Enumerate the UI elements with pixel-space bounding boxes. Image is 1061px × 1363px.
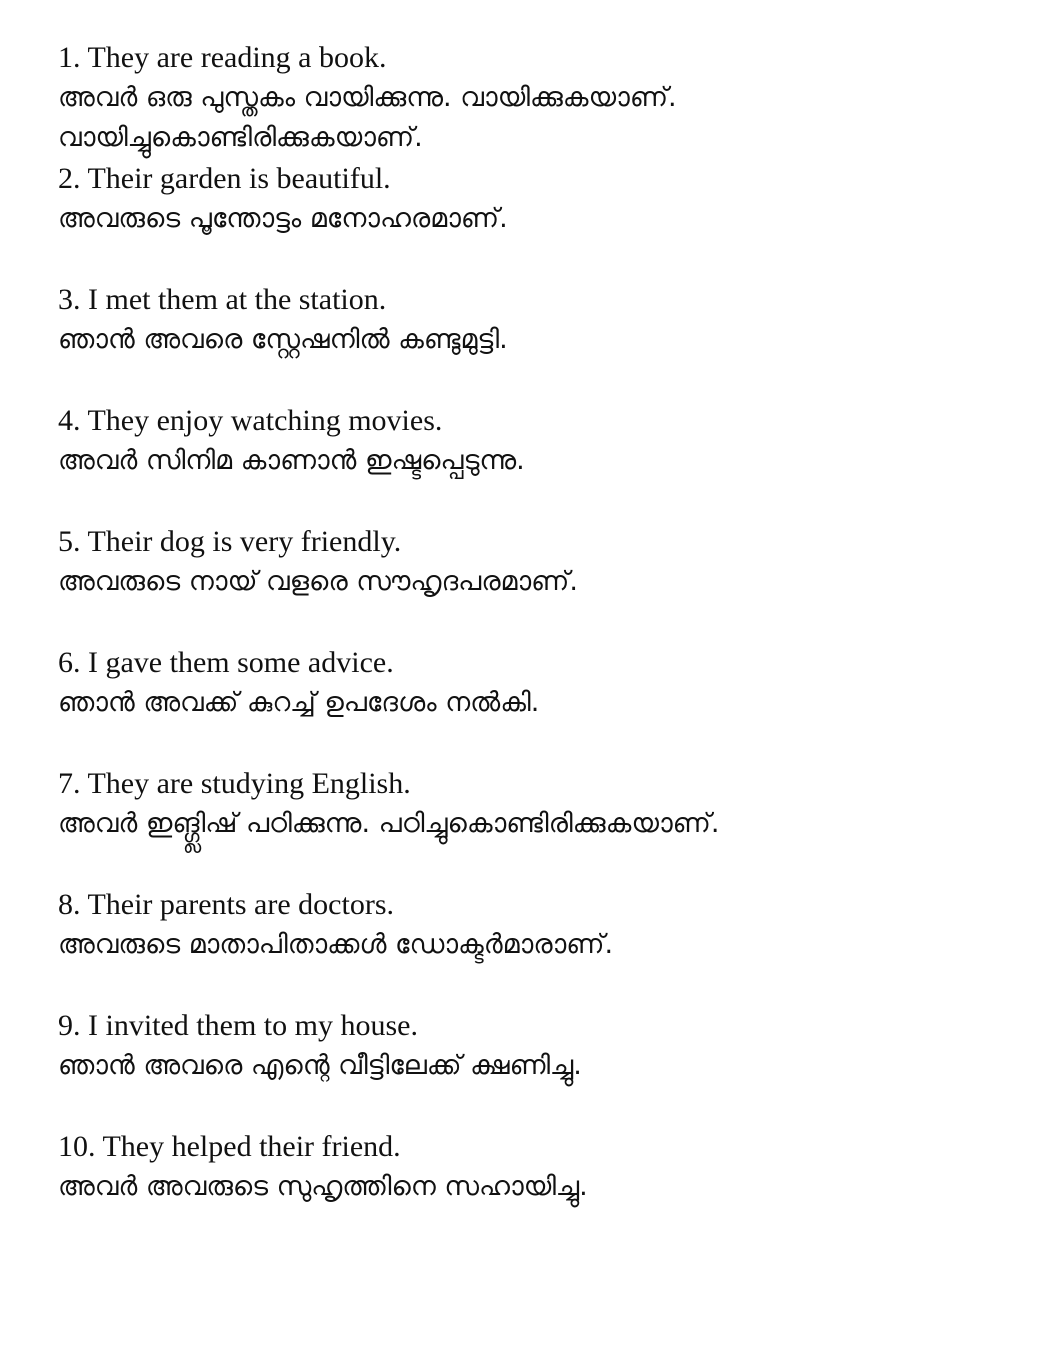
malayalam-translation: അവർ ഒരു പുസ്തകം വായിക്കുന്നു. വായിക്കുകയാണ്. (58, 82, 677, 113)
malayalam-translation-alt: വായിച്ചുകൊണ്ടിരിക്കുകയാണ്. (58, 122, 423, 153)
english-sentence: 6. I gave them some advice. (58, 646, 394, 679)
english-sentence: 1. They are reading a book. (58, 41, 387, 74)
sentence-entry-10 (58, 1127, 1048, 1248)
malayalam-translation: ഞാൻ അവരെ സ്റ്റേഷനിൽ കണ്ടുമുട്ടി. (58, 324, 508, 355)
malayalam-translation: അവരുടെ മാതാപിതാക്കൾ ഡോക്ടർമാരാണ്. (58, 929, 614, 960)
malayalam-translation: ഞാൻ അവക്ക് കുറച്ച് ഉപദേശം നൽകി. (58, 687, 540, 718)
english-sentence: 5. Their dog is very friendly. (58, 525, 402, 558)
english-sentence: 9. I invited them to my house. (58, 1009, 418, 1042)
english-sentence: 7. They are studying English. (58, 767, 411, 800)
sentence-entry-7 (58, 764, 1048, 885)
english-sentence: 3. I met them at the station. (58, 283, 387, 316)
sentence-entry-5 (58, 522, 1048, 643)
malayalam-translation: ഞാൻ അവരെ എന്റെ വീട്ടിലേക്ക് ക്ഷണിച്ചു. (58, 1050, 582, 1081)
english-sentence: 4. They enjoy watching movies. (58, 404, 443, 437)
sentence-entry-4 (58, 401, 1048, 522)
malayalam-translation: അവർ സിനിമ കാണാൻ ഇഷ്ടപ്പെടുന്നു. (58, 445, 525, 476)
malayalam-translation: അവരുടെ നായ് വളരെ സൗഹൃദപരമാണ്. (58, 566, 578, 597)
sentence-entry-8 (58, 885, 1048, 1006)
malayalam-translation: അവർ അവരുടെ സുഹൃത്തിനെ സഹായിച്ചു. (58, 1171, 588, 1202)
sentence-list (58, 38, 1048, 1248)
sentence-entry-3 (58, 280, 1048, 401)
english-sentence: 8. Their parents are doctors. (58, 888, 394, 921)
english-sentence: 10. They helped their friend. (58, 1130, 401, 1163)
malayalam-translation: അവരുടെ പൂന്തോട്ടം മനോഹരമാണ്. (58, 203, 508, 234)
sentence-entry-9 (58, 1006, 1048, 1127)
malayalam-translation: അവർ ഇങ്ഗ്ലിഷ് പഠിക്കുന്നു. പഠിച്ചുകൊണ്ടിരിക്കുകയാണ്. (58, 808, 720, 839)
sentence-entry-1 (58, 38, 1048, 159)
sentence-entry-6 (58, 643, 1048, 764)
sentence-entry-2 (58, 159, 1048, 280)
english-sentence: 2. Their garden is beautiful. (58, 162, 391, 195)
